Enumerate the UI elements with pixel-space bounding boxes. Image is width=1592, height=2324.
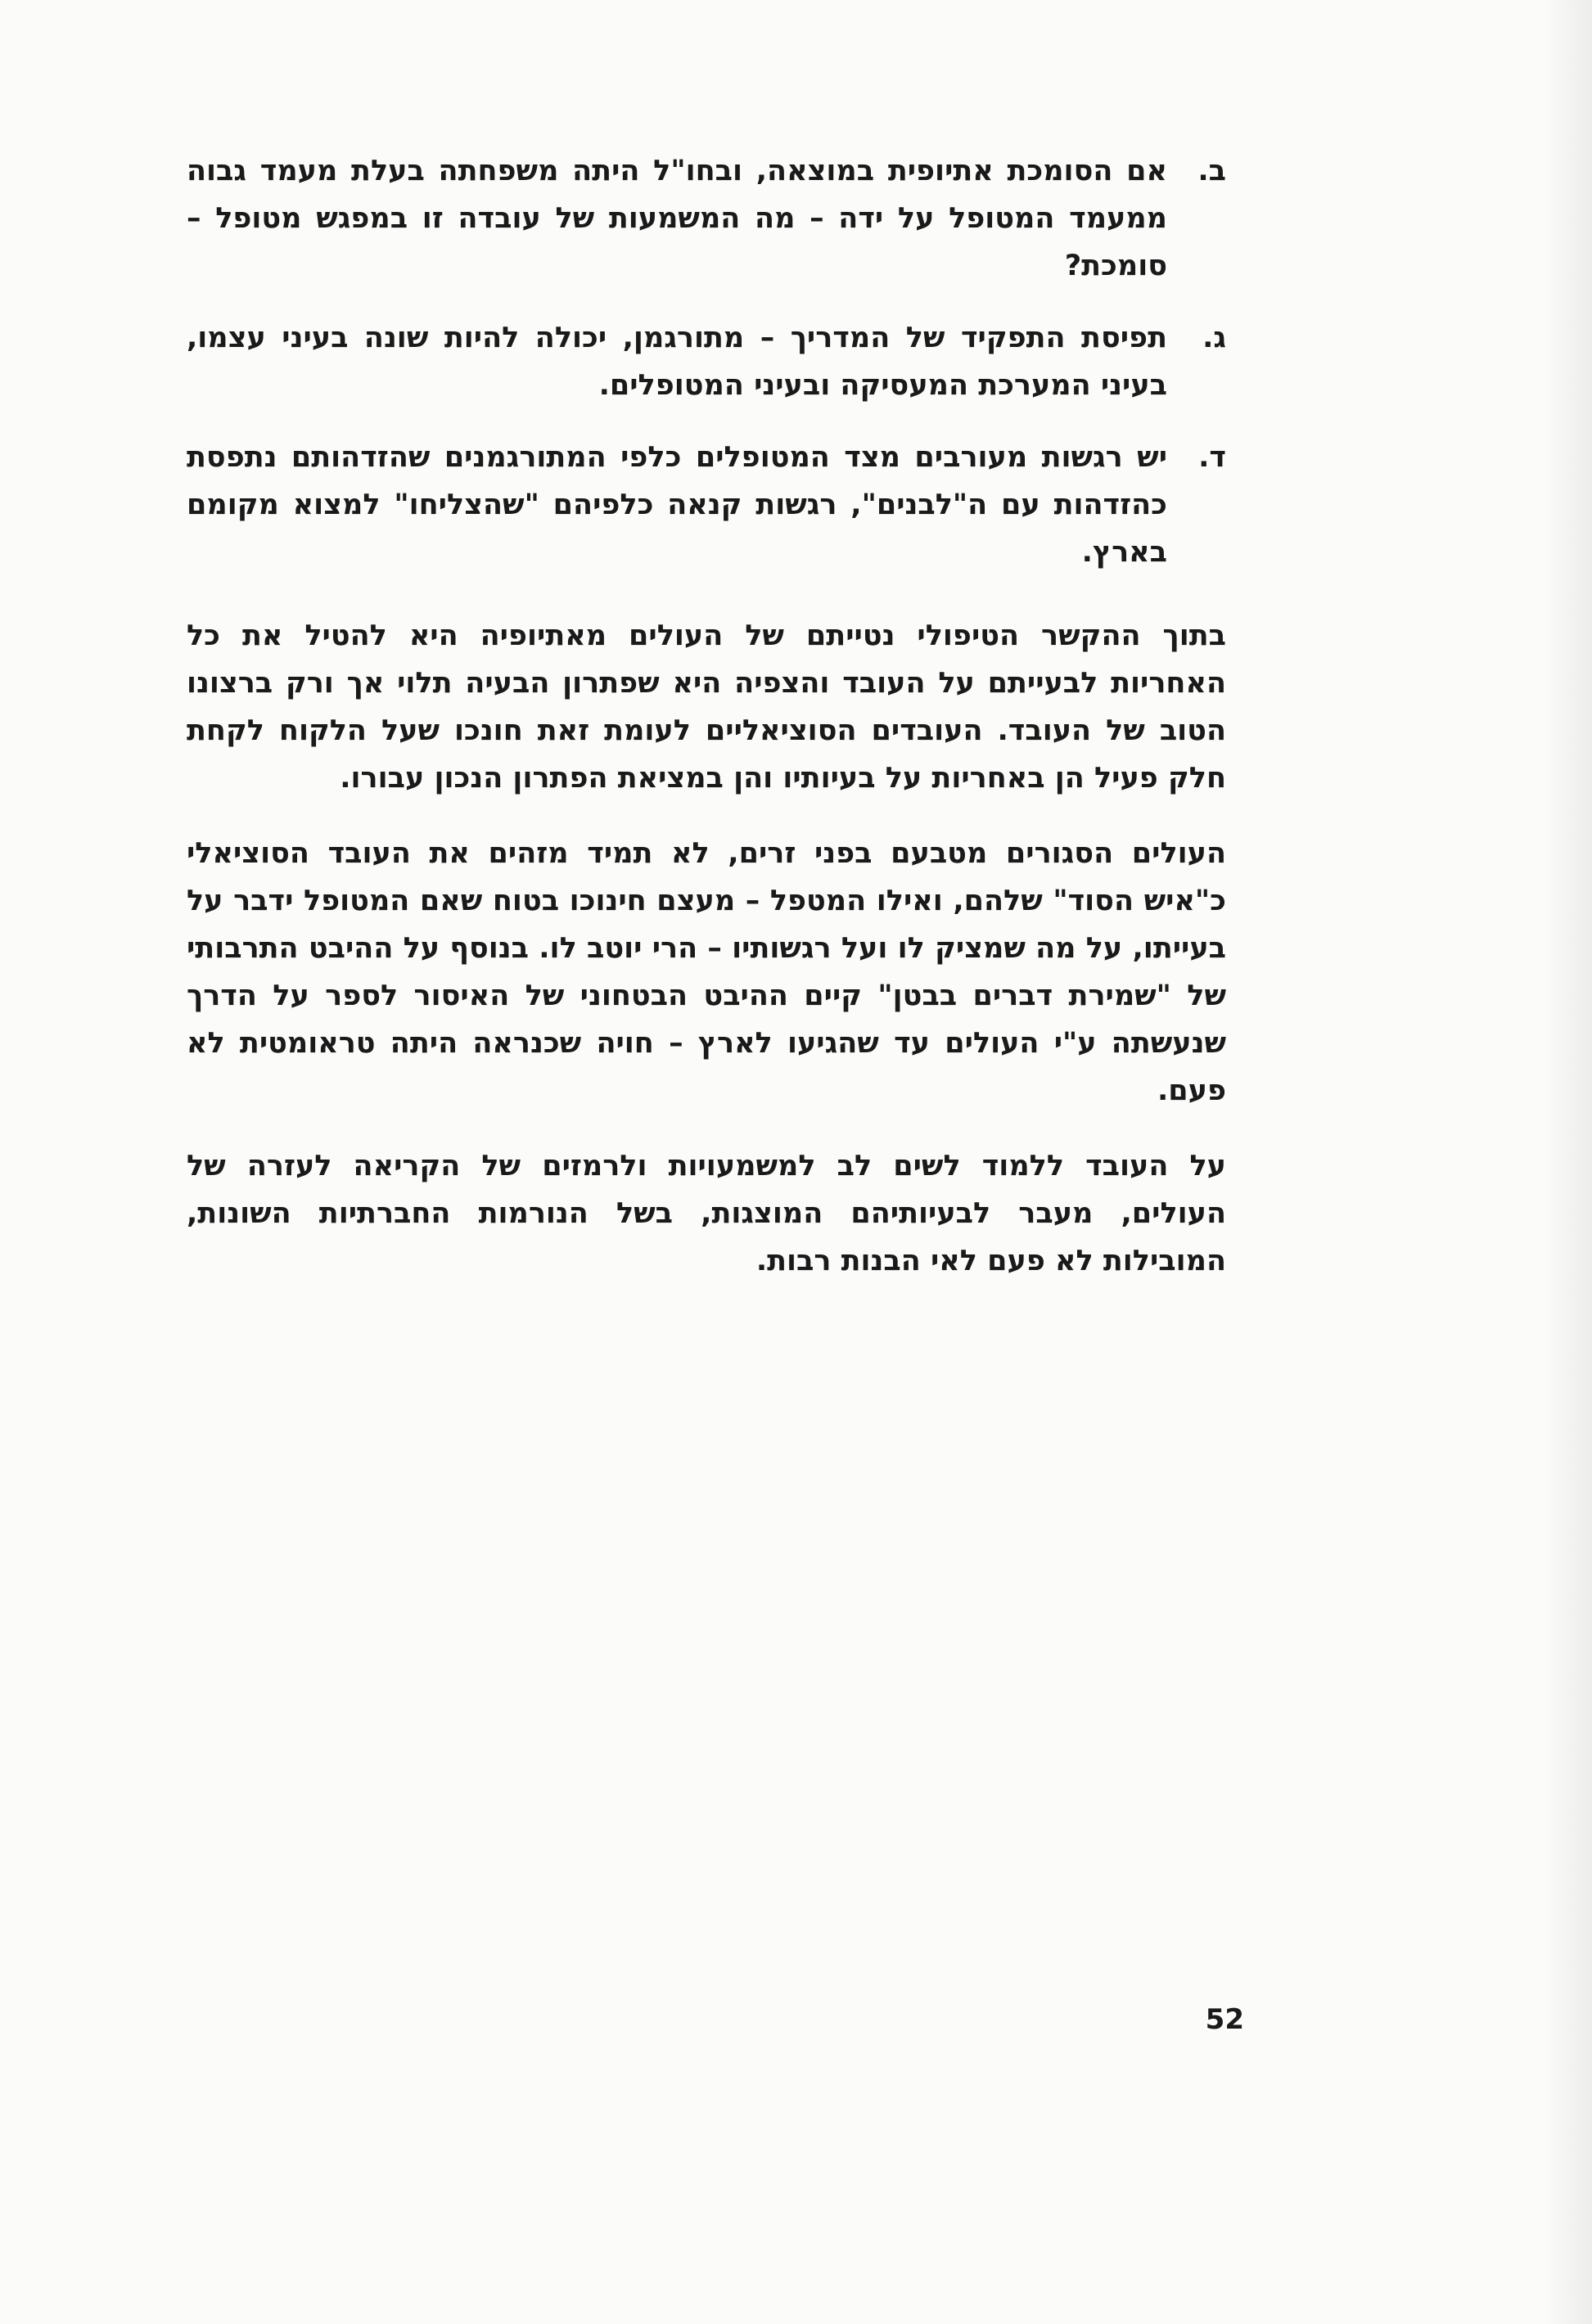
list-item-text: אם הסומכת אתיופית במוצאה, ובחו"ל היתה משפחתה בעלת מעמד גבוה ממעמד המטופל על ידה – מה המשמעות של עובדה זו במפגש מטופל – סומכת? [187,155,1167,282]
paragraph: העולים הסגורים מטבעם בפני זרים, לא תמיד מזהים את העובד הסוציאלי כ"איש הסוד" שלהם, ואילו המטפל – מעצם חינוכו בטוח שאם המטופל ידבר על בעייתו, על מה שמציק לו ועל רגשותיו – הרי יוטב לו. בנוסף על ההיבט התרבותי של "שמירת דברים בבטן" קיים ההיבט הבטחוני של האיסור לספר על הדרך שנעשתה ע"י העולים עד שהגיעו לארץ – חויה שכנראה היתה טראומטית לא פעם. [187,837,1226,1107]
page-number: 52 [1205,2003,1244,2036]
list-item [187,314,1226,409]
list-item [187,147,1226,290]
list-letter: ב. [1197,155,1226,187]
paragraph: על העובד ללמוד לשים לב למשמעויות ולרמזים של הקריאה לעזרה של העולים, מעבר לבעיותיהם המוצגות, בשל הנורמות החברתיות השונות, המובילות לא פעם לאי הבנות רבות. [187,1150,1226,1277]
body-text [187,147,1226,1313]
paragraph: בתוך ההקשר הטיפולי נטייתם של העולים מאתיופיה היא להטיל את כל האחריות לבעייתם על העובד והצפיה היא שפתרון הבעיה תלוי אך ורק ברצונו הטוב של העובד. העובדים הסוציאליים לעומת זאת חונכו שעל הלקוח לקחת חלק פעיל הן באחריות על בעיותיו והן במציאת הפתרון הנכון עבורו. [187,619,1226,795]
list-item-text: תפיסת התפקיד של המדריך – מתורגמן, יכולה להיות שונה בעיני עצמו, בעיני המערכת המעסיקה ובעיני המטופלים. [187,322,1167,402]
list-item-text: יש רגשות מעורבים מצד המטופלים כלפי המתורגמנים שהזדהותם נתפסת כהזדהות עם ה"לבנים", רגשות קנאה כלפיהם "שהצליחו" למצוא מקומם בארץ. [187,441,1167,569]
list-item [187,434,1226,576]
list-letter: ד. [1198,441,1226,474]
list-letter: ג. [1202,322,1226,354]
